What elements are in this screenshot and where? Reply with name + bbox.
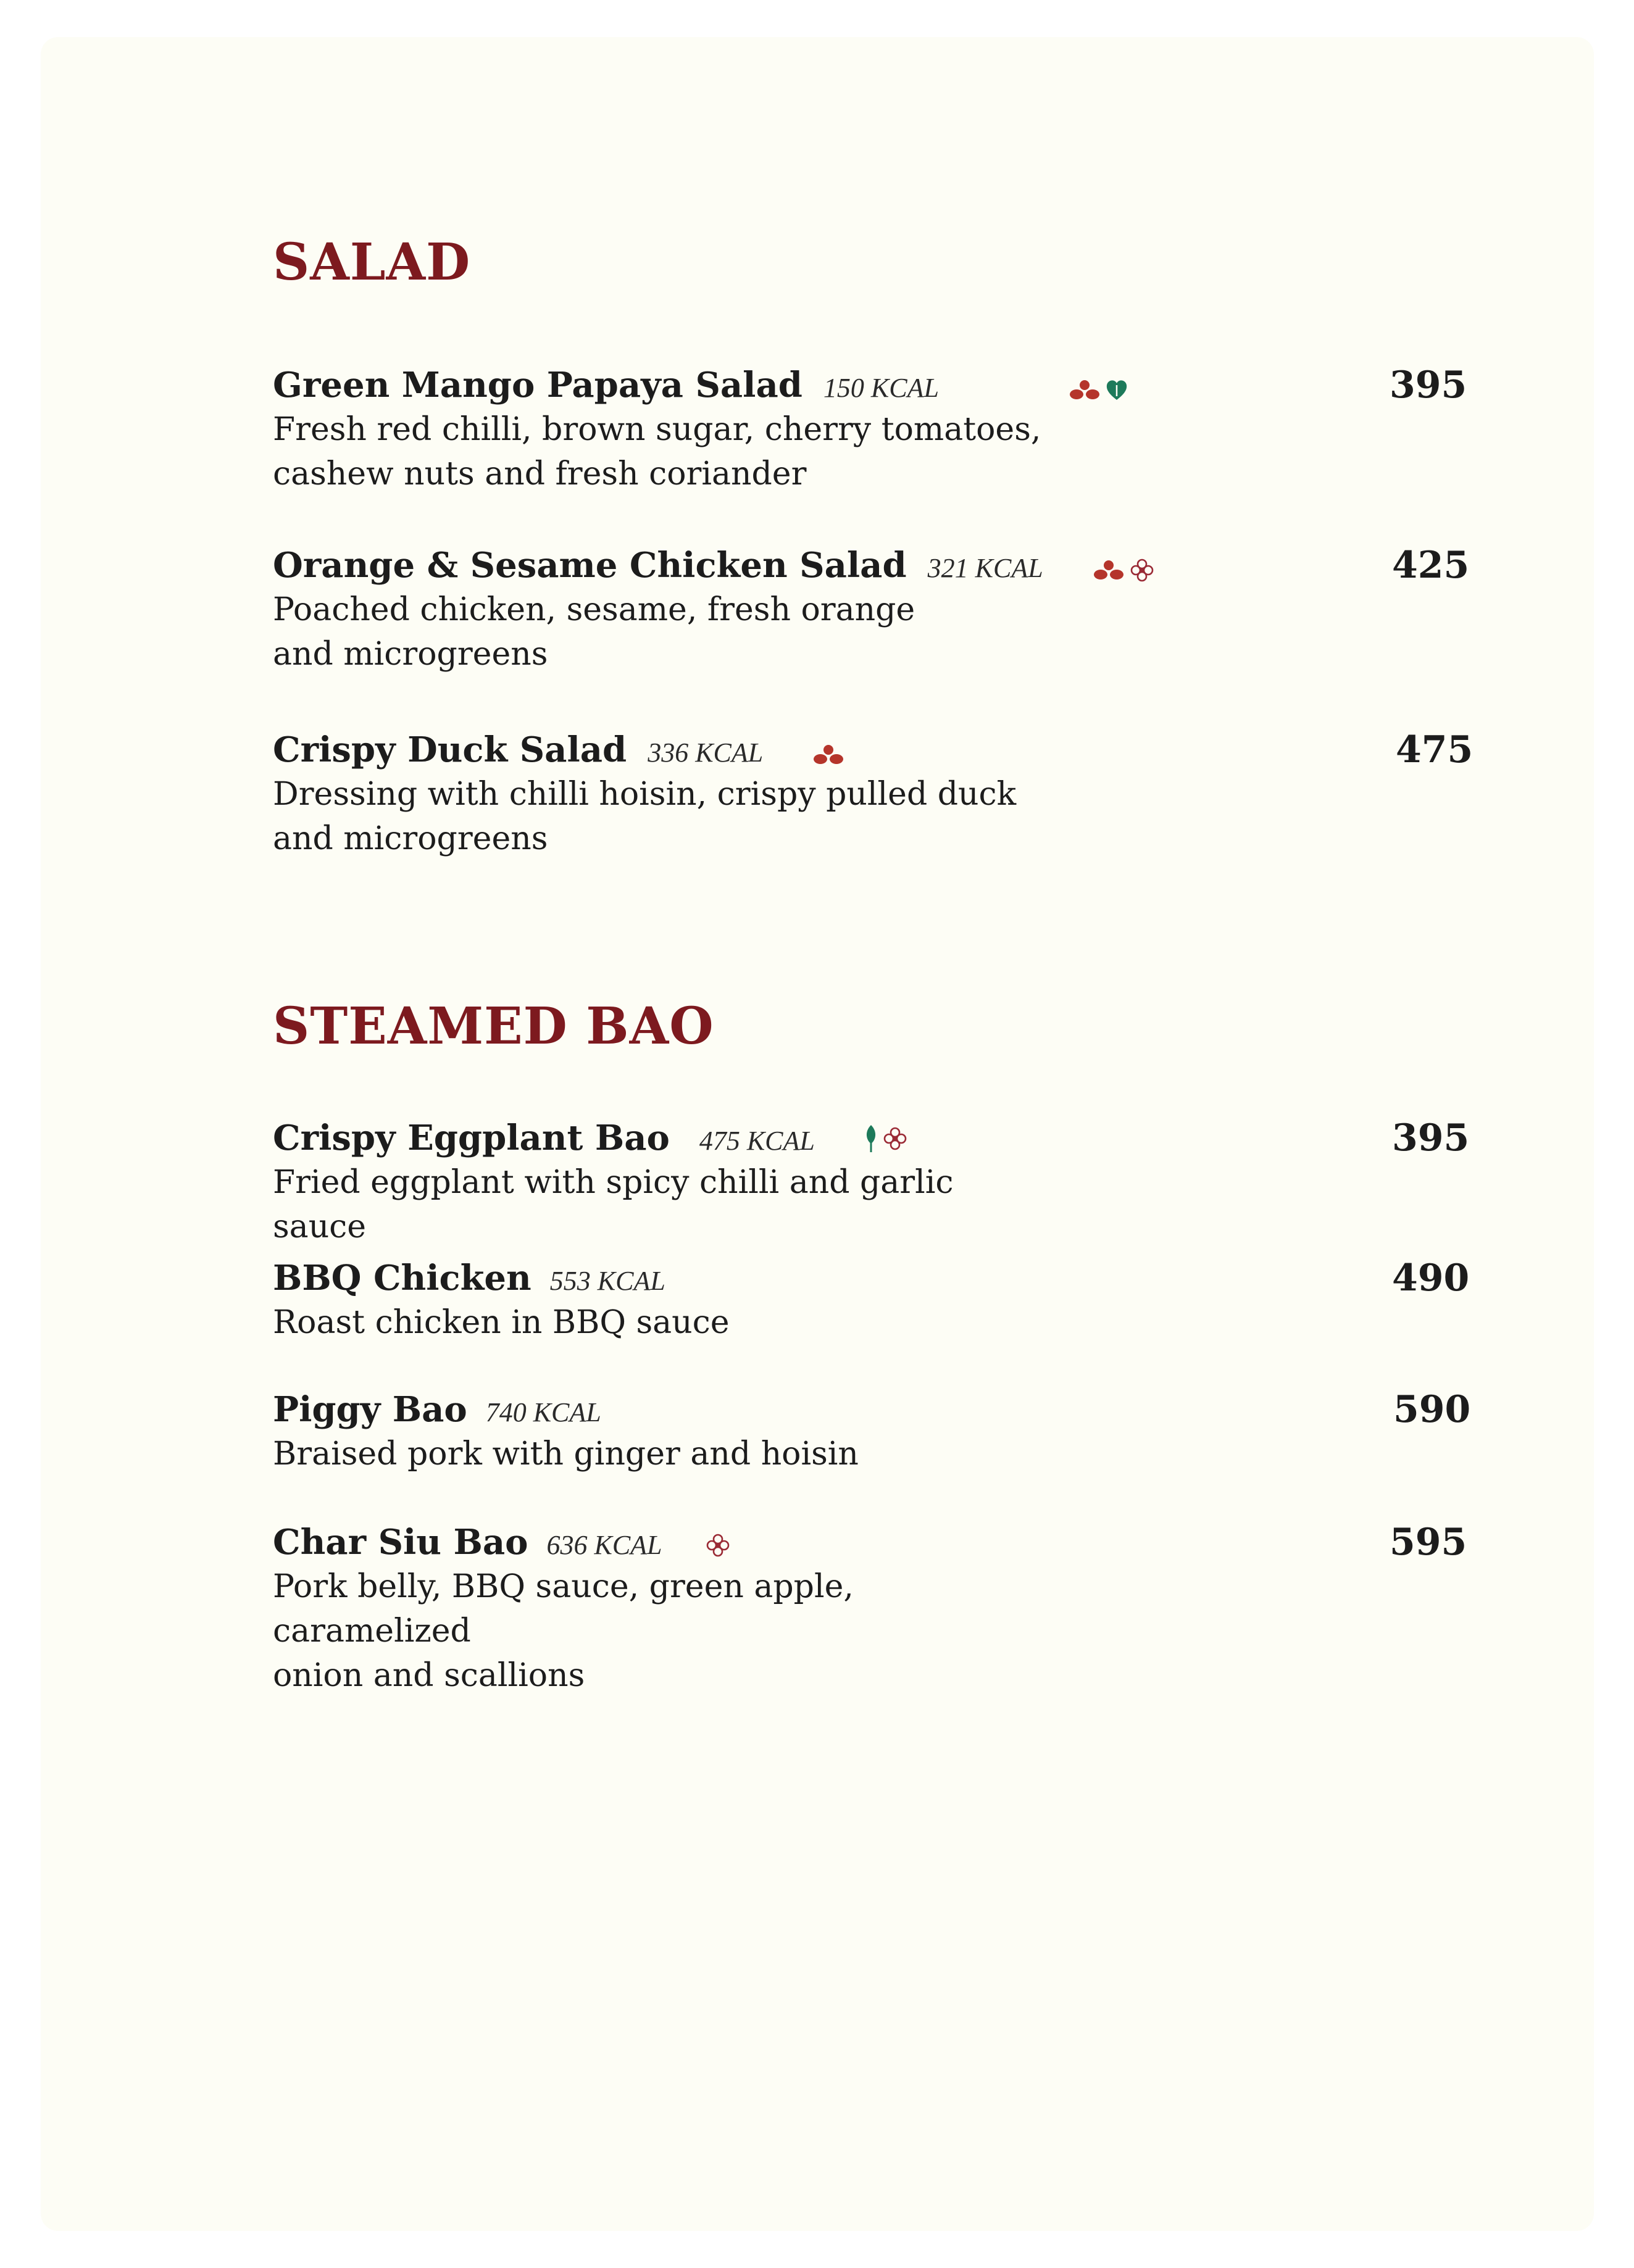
dietary-icons [1093, 558, 1154, 583]
chili-icon [1093, 560, 1125, 581]
item-name: Orange & Sesame Chicken Salad [273, 545, 907, 586]
item-kcal: 740 KCAL [485, 1397, 601, 1427]
menu-item-char-siu-bao [273, 1520, 1477, 1698]
item-name: Crispy Duck Salad [273, 729, 627, 770]
menu-item-crispy-eggplant-bao [273, 1116, 1477, 1249]
nut-flower-icon [1130, 558, 1154, 583]
item-description: Roast chicken in BBQ sauce [273, 1304, 730, 1341]
item-price: 475 [1396, 728, 1474, 771]
item-price: 425 [1392, 544, 1470, 587]
nut-flower-icon [883, 1126, 907, 1151]
menu-item-green-mango-papaya-salad [273, 363, 1477, 496]
vegan-heart-icon [1106, 379, 1128, 401]
dietary-icons [706, 1533, 730, 1558]
menu-item-orange-sesame-chicken-salad [273, 543, 1477, 676]
item-description: Fried eggplant with spicy chilli and garlic sauce [273, 1164, 954, 1245]
nut-flower-icon [706, 1533, 730, 1558]
dietary-icons [864, 1124, 907, 1153]
item-price: 595 [1390, 1521, 1467, 1564]
section-title-steamed-bao: STEAMED BAO [273, 997, 714, 1056]
chili-icon [1069, 380, 1101, 401]
menu-item-crispy-duck-salad [273, 728, 1477, 861]
item-description: Braised pork with ginger and hoisin [273, 1435, 859, 1473]
item-price: 590 [1393, 1388, 1471, 1431]
chili-icon [812, 744, 844, 765]
item-kcal: 475 KCAL [699, 1126, 815, 1156]
item-price: 395 [1390, 363, 1467, 407]
item-kcal: 321 KCAL [927, 553, 1043, 583]
item-name: Piggy Bao [273, 1389, 467, 1430]
item-name: Char Siu Bao [273, 1522, 528, 1563]
dietary-icons [1069, 379, 1128, 401]
item-description: Dressing with chilli hoisin, crispy pulled duck and microgreens [273, 776, 1017, 857]
menu-item-bbq-chicken [273, 1256, 1477, 1345]
item-description: Fresh red chilli, brown sugar, cherry tomatoes, cashew nuts and fresh coriander [273, 411, 1041, 492]
item-price: 395 [1392, 1116, 1470, 1160]
item-name: Green Mango Papaya Salad [273, 365, 802, 405]
vegetarian-leaf-icon [864, 1124, 878, 1153]
item-kcal: 553 KCAL [549, 1266, 665, 1296]
menu-item-piggy-bao [273, 1387, 1477, 1476]
item-kcal: 336 KCAL [648, 737, 764, 768]
item-price: 490 [1392, 1257, 1470, 1300]
dietary-icons [812, 744, 844, 765]
item-kcal: 150 KCAL [823, 373, 939, 403]
item-description: Pork belly, BBQ sauce, green apple, caramelized onion and scallions [273, 1568, 854, 1694]
item-kcal: 636 KCAL [546, 1530, 662, 1560]
menu-page [41, 37, 1594, 2231]
item-name: Crispy Eggplant Bao [273, 1118, 670, 1158]
item-name: BBQ Chicken [273, 1258, 531, 1298]
section-title-salad: SALAD [273, 233, 471, 292]
item-description: Poached chicken, sesame, fresh orange and microgreens [273, 591, 915, 673]
